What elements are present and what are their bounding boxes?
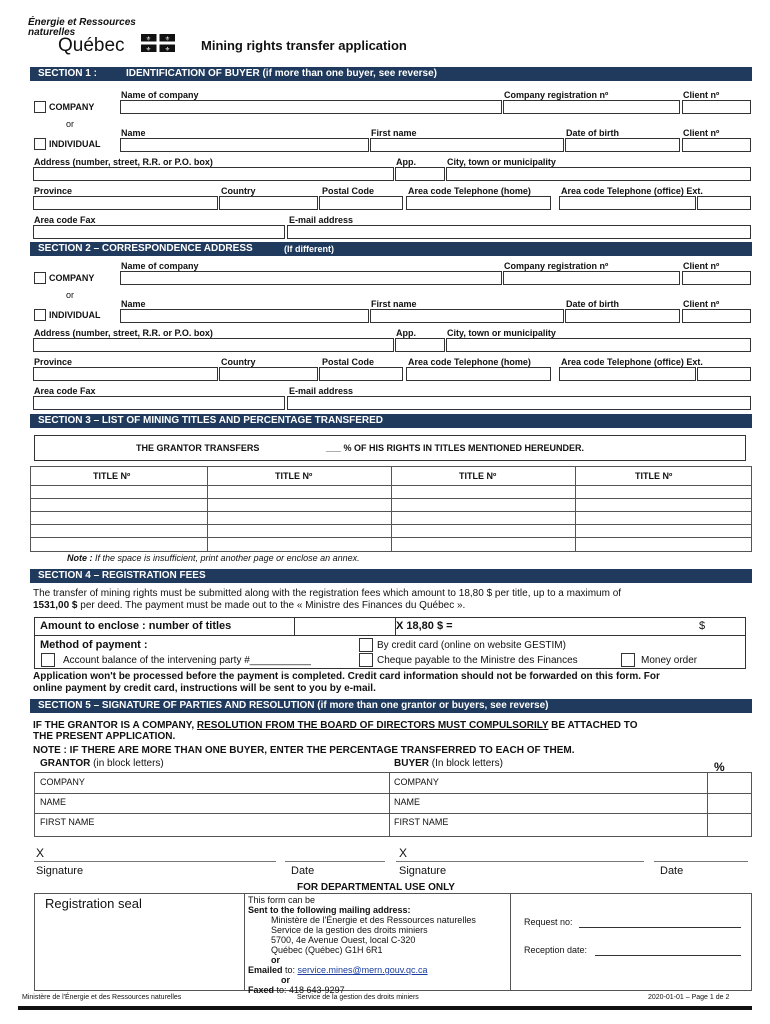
fees-paragraph-line2 <box>33 600 465 611</box>
resolution-notice-underlined: RESOLUTION FROM THE BOARD OF DIRECTORS MUST COMPULSORILY <box>196 720 549 731</box>
quebec-wordmark: Québec <box>58 35 125 56</box>
tel-office-label: Area code Telephone (office) Ext. <box>561 186 703 196</box>
grantor-signature-label: Signature <box>36 865 84 877</box>
titles-note <box>67 553 360 563</box>
company-checkbox-label: COMPANY <box>49 102 95 112</box>
tel-ext-field[interactable] <box>697 367 751 381</box>
client-no-field-2[interactable] <box>682 309 751 323</box>
email-label: E-mail address <box>289 386 354 396</box>
grantor-signature-x: X <box>36 846 45 860</box>
city-field[interactable] <box>446 338 751 352</box>
section5-header <box>30 699 752 713</box>
tel-office-field[interactable] <box>559 367 696 381</box>
credit-card-checkbox[interactable] <box>359 638 373 652</box>
province-field[interactable] <box>33 367 218 381</box>
country-field[interactable] <box>219 196 318 210</box>
grantor-signature-line[interactable] <box>34 861 276 862</box>
app-label: App. <box>396 328 416 338</box>
client-no-label-2: Client nº <box>683 128 720 138</box>
section3-header <box>30 414 752 428</box>
company-registration-field[interactable] <box>503 271 680 285</box>
client-no-field-2[interactable] <box>682 138 751 152</box>
email-label: E-mail address <box>289 215 354 225</box>
address-line-2: Service de la gestion des droits miniers <box>271 925 428 935</box>
buyer-name-field[interactable]: NAME <box>394 797 421 807</box>
fax-label: Area code Fax <box>34 215 96 225</box>
tel-ext-field[interactable] <box>697 196 751 210</box>
parties-divider <box>389 773 390 836</box>
or-text-2: or <box>281 975 290 985</box>
address-field[interactable] <box>33 167 394 181</box>
footer-ministry: Ministère de l'Énergie et des Ressources naturelles <box>22 994 182 1001</box>
titles-table <box>30 466 752 552</box>
resolution-notice-a: IF THE GRANTOR IS A COMPANY, <box>33 720 197 731</box>
client-no-field[interactable] <box>682 100 751 114</box>
ministry-line1: Énergie et Ressources <box>28 17 136 28</box>
table-row[interactable] <box>31 498 751 499</box>
svg-text:⚜: ⚜ <box>164 35 171 43</box>
footer-page: 2020-01-01 – Page 1 de 2 <box>648 994 730 1001</box>
buyer-signature-line[interactable] <box>396 861 644 862</box>
company-checkbox[interactable] <box>34 101 46 113</box>
resolution-notice-b: BE ATTACHED TO <box>548 720 638 731</box>
grantor-date-label: Date <box>291 865 315 877</box>
departmental-box <box>34 893 752 995</box>
date-of-birth-label: Date of birth <box>566 128 619 138</box>
company-checkbox-label: COMPANY <box>49 273 95 283</box>
date-of-birth-label: Date of birth <box>566 299 619 309</box>
ministry-line2: naturelles <box>28 27 76 38</box>
city-field[interactable] <box>446 167 751 181</box>
table-divider <box>391 467 392 551</box>
registration-seal-label: Registration seal <box>45 896 142 911</box>
city-label: City, town or municipality <box>447 157 556 167</box>
name-of-company-label: Name of company <box>121 261 199 271</box>
mailing-info <box>248 895 476 995</box>
name-label: Name <box>121 299 146 309</box>
emailed-line <box>248 965 476 975</box>
resolution-notice <box>33 720 637 731</box>
city-label: City, town or municipality <box>447 328 556 338</box>
address-line-3: 5700, 4e Avenue Ouest, local C-320 <box>271 935 416 945</box>
company-registration-field[interactable] <box>503 100 680 114</box>
email-field[interactable] <box>287 225 751 239</box>
sent-to-text: Sent to the following mailing address: <box>248 905 411 915</box>
emailed-to: to: <box>282 965 298 975</box>
cheque-label: Cheque payable to the Ministre des Finances <box>377 655 578 666</box>
parties-table <box>34 772 752 837</box>
departmental-divider <box>244 894 245 990</box>
table-row[interactable] <box>31 511 751 512</box>
form-can-be-text: This form can be <box>248 895 316 905</box>
grantor-company-field[interactable]: COMPANY <box>40 777 85 787</box>
section2-header <box>30 242 752 256</box>
cheque-checkbox[interactable] <box>359 653 373 667</box>
section2-title: SECTION 2 – CORRESPONDENCE ADDRESS <box>38 243 253 254</box>
company-registration-label: Company registration nº <box>504 261 609 271</box>
name-label: Name <box>121 128 146 138</box>
credit-card-label: By credit card (online on website GESTIM) <box>377 640 566 651</box>
address-line-4: Québec (Québec) G1H 6R1 <box>271 945 383 955</box>
emailed-label: Emailed <box>248 965 283 975</box>
first-name-field[interactable] <box>370 138 564 152</box>
email-link[interactable]: service.mines@mern.gouv.qc.ca <box>297 965 428 975</box>
section5-title: SECTION 5 – SIGNATURE OF PARTIES AND RESOLUTION (if more than one grantor or buyers, see reverse) <box>38 700 549 711</box>
buyer-signature-label: Signature <box>399 865 447 877</box>
table-row[interactable] <box>31 537 751 538</box>
or-text: or <box>66 119 75 129</box>
name-of-company-label: Name of company <box>121 90 199 100</box>
postal-code-field[interactable] <box>319 196 403 210</box>
fax-field[interactable] <box>33 225 285 239</box>
resolution-notice-c: THE PRESENT APPLICATION. <box>33 731 176 742</box>
section3-title: SECTION 3 – LIST OF MINING TITLES AND PERCENTAGE TRANSFERED <box>38 415 384 426</box>
reception-date-field[interactable] <box>595 955 741 956</box>
company-checkbox[interactable] <box>34 272 46 284</box>
buyer-date-label: Date <box>660 865 684 877</box>
amount-row <box>34 617 746 636</box>
buyer-signature-x: X <box>399 846 408 860</box>
title-header-1: TITLE Nº <box>93 471 131 481</box>
first-name-field[interactable] <box>370 309 564 323</box>
grantor-hint: (in block letters) <box>93 758 164 769</box>
or-text-1: or <box>271 955 280 965</box>
date-of-birth-field[interactable] <box>565 309 680 323</box>
buyer-label: BUYER <box>394 758 430 769</box>
province-label: Province <box>34 357 73 367</box>
multiple-buyers-note: NOTE : IF THERE ARE MORE THAN ONE BUYER, ENTER THE PERCENTAGE TRANSFERRED TO EACH OF THEM. <box>33 745 575 756</box>
payment-warning-line1: Application won't be processed before the payment is completed. Credit card information should not be forwarded on this form. For <box>33 671 660 682</box>
postal-code-field[interactable] <box>319 367 403 381</box>
individual-checkbox[interactable] <box>34 138 46 150</box>
reception-date-label: Reception date: <box>524 945 588 955</box>
grantor-first-name-field[interactable]: FIRST NAME <box>40 817 95 827</box>
svg-text:⚜: ⚜ <box>145 46 152 52</box>
app-field[interactable] <box>395 338 445 352</box>
address-label: Address (number, street, R.R. or P.O. box) <box>34 157 213 167</box>
company-name-field[interactable] <box>120 271 502 285</box>
money-order-label: Money order <box>641 655 698 666</box>
grantor-heading <box>40 758 164 769</box>
departmental-use-title: FOR DEPARTMENTAL USE ONLY <box>297 882 455 893</box>
company-name-field[interactable] <box>120 100 502 114</box>
total-dollar-sign: $ <box>699 620 706 632</box>
titles-note-text: If the space is insufficient, print another page or enclose an annex. <box>92 553 360 563</box>
parties-divider <box>707 773 708 836</box>
footer-rule <box>18 1006 752 1010</box>
name-field[interactable] <box>120 309 369 323</box>
buyer-company-field[interactable]: COMPANY <box>394 777 439 787</box>
client-no-label: Client nº <box>683 261 720 271</box>
individual-checkbox-label: INDIVIDUAL <box>49 310 101 320</box>
tel-home-field[interactable] <box>406 196 551 210</box>
percent-symbol: % <box>714 760 725 774</box>
fees-paragraph-line1: The transfer of mining rights must be submitted along with the registration fees which amount to 18,80 $ per title, up to a maximum of <box>33 588 622 599</box>
section1-title: IDENTIFICATION OF BUYER (if more than one buyer, see reverse) <box>126 68 437 79</box>
table-divider <box>207 467 208 551</box>
faxed-label: Faxed <box>248 985 275 995</box>
title-header-4: TITLE Nº <box>635 471 673 481</box>
section4-header <box>30 569 752 583</box>
payment-method-box <box>34 635 746 669</box>
grantor-percentage-text[interactable]: ___ % OF HIS RIGHTS IN TITLES MENTIONED HEREUNDER. <box>326 443 585 453</box>
svg-text:⚜: ⚜ <box>145 35 152 43</box>
table-row <box>35 813 751 814</box>
buyer-first-name-field[interactable]: FIRST NAME <box>394 817 449 827</box>
tel-office-field[interactable] <box>559 196 696 210</box>
tel-home-field[interactable] <box>406 367 551 381</box>
title-header-3: TITLE Nº <box>459 471 497 481</box>
country-field[interactable] <box>219 367 318 381</box>
fax-field[interactable] <box>33 396 285 410</box>
svg-text:⚜: ⚜ <box>164 46 171 52</box>
fees-max-amount: 1531,00 $ <box>33 600 78 611</box>
request-no-label: Request no: <box>524 917 573 927</box>
client-no-label-2: Client nº <box>683 299 720 309</box>
grantor-date-line[interactable] <box>285 861 385 862</box>
address-field[interactable] <box>33 338 394 352</box>
table-row[interactable] <box>31 524 751 525</box>
address-line-1: Ministère de l'Énergie et des Ressources naturelles <box>271 915 476 925</box>
postal-code-label: Postal Code <box>322 357 375 367</box>
number-of-titles-field[interactable] <box>294 618 396 635</box>
tel-office-label: Area code Telephone (office) Ext. <box>561 357 703 367</box>
buyer-hint: (In block letters) <box>431 758 503 769</box>
name-field[interactable] <box>120 138 369 152</box>
grantor-transfers-box <box>34 435 746 461</box>
section2-suffix: (If different) <box>284 244 334 254</box>
account-balance-label: Account balance of the intervening party #___________ <box>63 655 311 666</box>
title-header-2: TITLE Nº <box>275 471 313 481</box>
section1-header <box>30 67 752 81</box>
client-no-label: Client nº <box>683 90 720 100</box>
quebec-flag-logo <box>141 34 175 52</box>
first-name-label: First name <box>371 299 417 309</box>
first-name-label: First name <box>371 128 417 138</box>
fax-number: to: 418 643-9297 <box>274 985 345 995</box>
request-no-field[interactable] <box>579 927 741 928</box>
grantor-transfers-text: THE GRANTOR TRANSFERS <box>136 443 260 453</box>
or-text: or <box>66 290 75 300</box>
address-label: Address (number, street, R.R. or P.O. box) <box>34 328 213 338</box>
section4-title: SECTION 4 – REGISTRATION FEES <box>38 570 206 581</box>
form-title: Mining rights transfer application <box>201 38 407 53</box>
buyer-heading <box>394 758 503 769</box>
tel-home-label: Area code Telephone (home) <box>408 357 531 367</box>
amount-to-enclose-label: Amount to enclose : number of titles <box>40 620 232 632</box>
grantor-name-field[interactable]: NAME <box>40 797 67 807</box>
email-field[interactable] <box>287 396 751 410</box>
individual-checkbox[interactable] <box>34 309 46 321</box>
date-of-birth-field[interactable] <box>565 138 680 152</box>
app-label: App. <box>396 157 416 167</box>
table-row <box>35 793 751 794</box>
rate-label: X 18,80 $ = <box>396 620 453 632</box>
table-divider <box>575 467 576 551</box>
app-field[interactable] <box>395 167 445 181</box>
buyer-date-line[interactable] <box>654 861 748 862</box>
country-label: Country <box>221 186 256 196</box>
postal-code-label: Postal Code <box>322 186 375 196</box>
departmental-divider <box>510 894 511 990</box>
money-order-checkbox[interactable] <box>621 653 635 667</box>
province-field[interactable] <box>33 196 218 210</box>
titles-note-bold: Note : <box>67 553 93 563</box>
fees-paragraph-tail: per deed. The payment must be made out to the « Ministre des Finances du Québec ». <box>77 600 466 611</box>
client-no-field[interactable] <box>682 271 751 285</box>
grantor-label: GRANTOR <box>40 758 91 769</box>
account-balance-checkbox[interactable] <box>41 653 55 667</box>
company-registration-label: Company registration nº <box>504 90 609 100</box>
method-of-payment-label: Method of payment : <box>40 639 148 651</box>
section1-number: SECTION 1 : <box>38 68 97 79</box>
province-label: Province <box>34 186 73 196</box>
payment-warning-line2: online payment by credit card, instructions will be sent to you by e-mail. <box>33 683 376 694</box>
individual-checkbox-label: INDIVIDUAL <box>49 139 101 149</box>
country-label: Country <box>221 357 256 367</box>
fax-label: Area code Fax <box>34 386 96 396</box>
tel-home-label: Area code Telephone (home) <box>408 186 531 196</box>
footer-service: Service de la gestion des droits miniers <box>297 994 419 1001</box>
